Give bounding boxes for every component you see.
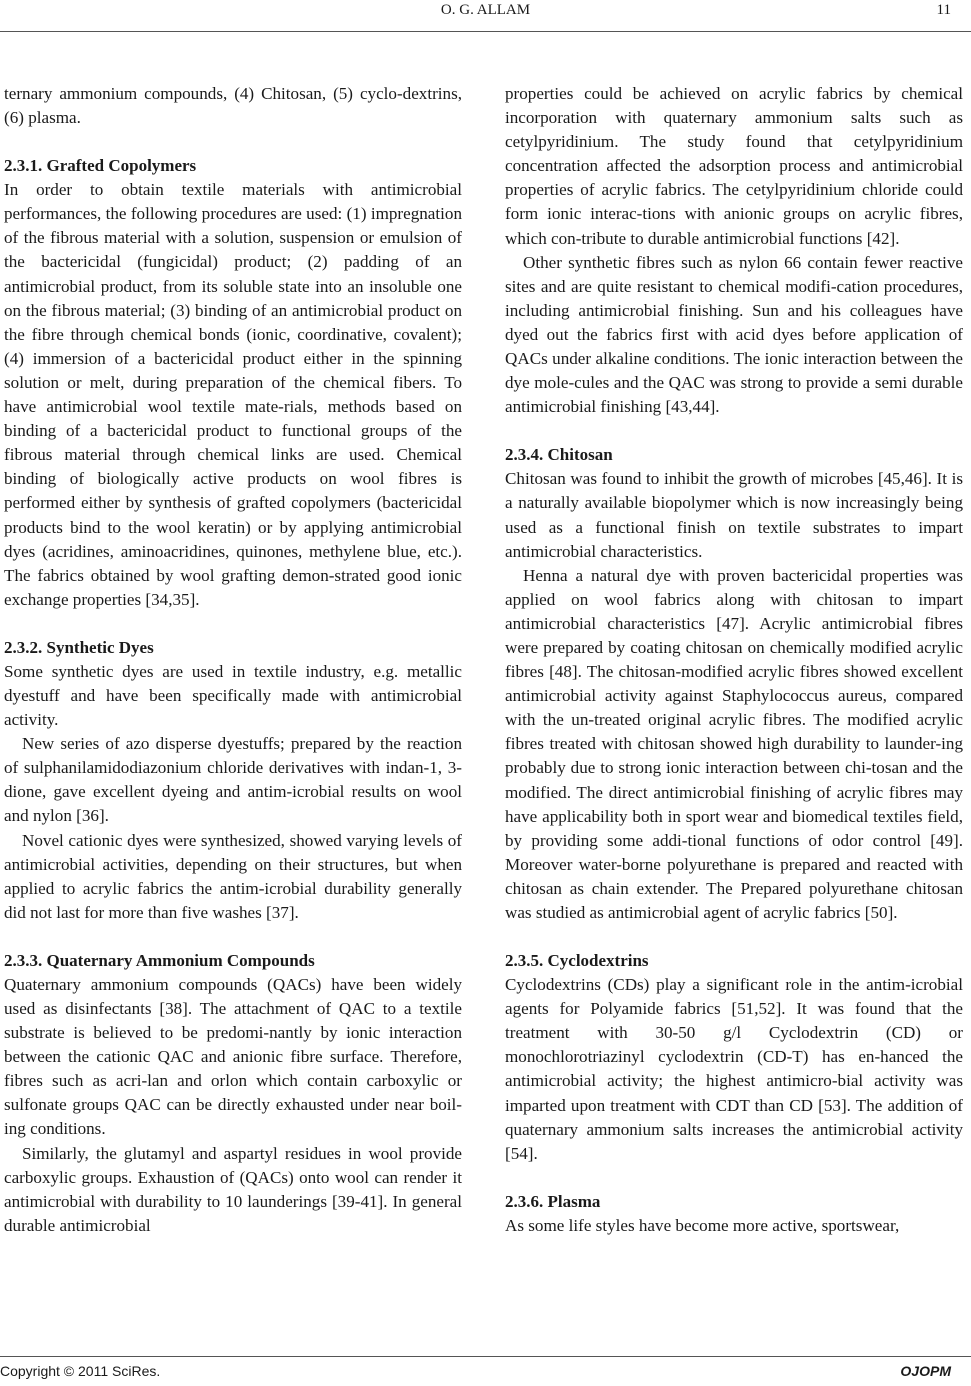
copyright-notice: Copyright © 2011 SciRes. bbox=[0, 1363, 161, 1379]
paragraph: Cyclodextrins (CDs) play a significant role in the antim-icrobial agents for Polyamide fabrics [51,52]. It was found that the treatment with 30-50 g/l Cyclodextrin (CD) or monochlorotriazinyl cyclodextrin (CD-T) has en-hanced the antimicrobial activity; the highest antimicro-bial activity was imparted upon treatment with CDT than CD [53]. The addition of quaternary ammonium salts increases the antimicrobial activity [54]. bbox=[505, 975, 963, 1163]
paragraph: ternary ammonium compounds, (4) Chitosan, (5) cyclo-dextrins, (6) plasma. bbox=[4, 84, 462, 128]
journal-abbrev: OJOPM bbox=[900, 1363, 951, 1379]
paragraph: Similarly, the glutamyl and aspartyl residues in wool provide carboxylic groups. Exhaustion of (QACs) onto wool can render it antimicrobial with durability to 10 launderings [39-41]. In general durable antimicrobial bbox=[4, 1143, 462, 1235]
paragraph: New series of azo disperse dyestuffs; prepared by the reaction of sulphanilamidodiazonium chloride derivatives with indan-1, 3-dione, gave excellent dyeing and antim-icrobial results on wool and nylon [36]. bbox=[4, 734, 462, 826]
paragraph: In order to obtain textile materials with antimicrobial performances, the following procedures are used: (1) impregnation of the fibrous material with a solution, suspension or emulsion of the bactericidal (fungicidal) product; (2) padding of an antimicrobial product, from its soluble state into an insoluble one on the fibrous material; (3) binding of an antimicrobial product on the fibre through chemical bonds (ionic, coordinative, covalent); (4) immersion of a bactericidal product either in the spinning solution or melt, during preparation of the chemical fibers. To have antimicrobial wool textile mate-rials, methods based on binding of a bactericidal product to functional groups of the fibrous material through chemical links are used. Chemical binding of biologically active products on wool fibres is performed either by synthesis of grafted copolymers (bactericidal products bind to the wool keratin) or by applying antimicrobial dyes (acridines, aminoacridines, quinones, methylene blue, etc.). The fabrics obtained by wool grafting demon-strated good ionic exchange properties [34,35]. bbox=[4, 180, 462, 609]
section-heading: 2.3.1. Grafted Copolymers bbox=[4, 156, 197, 176]
paragraph: As some life styles have become more active, sportswear, bbox=[505, 1215, 900, 1235]
paragraph: Chitosan was found to inhibit the growth of microbes [45,46]. It is a naturally available biopolymer which is now increasingly being used as a functional finish on textile substrates to impart antimicrobial characteristics. bbox=[505, 469, 963, 561]
right-column bbox=[505, 82, 963, 1238]
paragraph: Novel cationic dyes were synthesized, showed varying levels of antimicrobial activities, depending on their structures, but when applied to acrylic fabrics the antim-icrobial durability generally did not last for more than five washes [37]. bbox=[4, 830, 462, 922]
section-heading: 2.3.5. Cyclodextrins bbox=[505, 951, 649, 971]
section-heading: 2.3.2. Synthetic Dyes bbox=[4, 637, 154, 657]
paragraph: Henna a natural dye with proven bactericidal properties was applied on wool fabrics along with chitosan to impart antimicrobial characteristics [47]. Acrylic antimicrobial fibres were prepared by coating chitosan on chemically modified acrylic fibres [48]. The chitosan-modified acrylic fibres showed excellent antimicrobial activity against Staphylococcus aureus, compared with the un-treated original acrylic fibres. The modified acrylic fibres treated with chitosan showed high durability to launder-ing probably due to strong ionic interaction between chi-tosan and the modified. The direct antimicrobial finishing of acrylic fibres may have applicability both in sport wear and biomedical textiles field, by providing some addi-tional functions of odor control [49]. Moreover water-borne polyurethane is prepared and reacted with chitosan as chain extender. The Prepared polyurethane chitosan was studied as antimicrobial agent of acrylic fabrics [50]. bbox=[505, 565, 963, 922]
section-heading: 2.3.6. Plasma bbox=[505, 1191, 601, 1211]
running-title: O. G. ALLAM bbox=[440, 2, 531, 18]
header-divider bbox=[0, 31, 971, 32]
section-heading: 2.3.4. Chitosan bbox=[505, 445, 613, 465]
left-column bbox=[4, 82, 462, 1238]
paragraph: Some synthetic dyes are used in textile industry, e.g. metallic dyestuff and have been specifically made with antimicrobial activity. bbox=[4, 661, 462, 730]
section-heading: 2.3.3. Quaternary Ammonium Compounds bbox=[4, 950, 315, 970]
page-number: 11 bbox=[936, 2, 951, 18]
paragraph: Other synthetic fibres such as nylon 66 contain fewer reactive sites and are quite resistant to chemical modifi-cation procedures, including antimicrobial finishing. Sun and his colleagues have dyed out the fabrics first with acid dyes before application of QACs under alkaline conditions. The ionic interaction between the dye mole-cules and the QAC was strong to provide a semi durable antimicrobial finishing [43,44]. bbox=[505, 252, 963, 417]
paragraph: properties could be achieved on acrylic fabrics by chemical incorporation with quaternary ammonium salts such as cetylpyridinium. The study found that cetylpyridinium concentration affected the adsorption process and antimicrobial properties of acrylic fabrics. The cetylpyridinium chloride could form ionic interac-tions with anionic groups on acrylic fibres, which con-tribute to durable antimicrobial functions [42]. bbox=[505, 84, 963, 248]
footer-divider bbox=[0, 1356, 971, 1357]
paragraph: Quaternary ammonium compounds (QACs) have been widely used as disinfectants [38]. The attachment of QAC to a textile substrate is believed to be predomi-nantly by ionic interaction between the cationic QAC and anionic fibre surface. Therefore, fibres such as acri-lan and orlon which contain carboxylic or sulfonate groups QAC can be directly exhausted under near boil-ing conditions. bbox=[4, 974, 462, 1139]
